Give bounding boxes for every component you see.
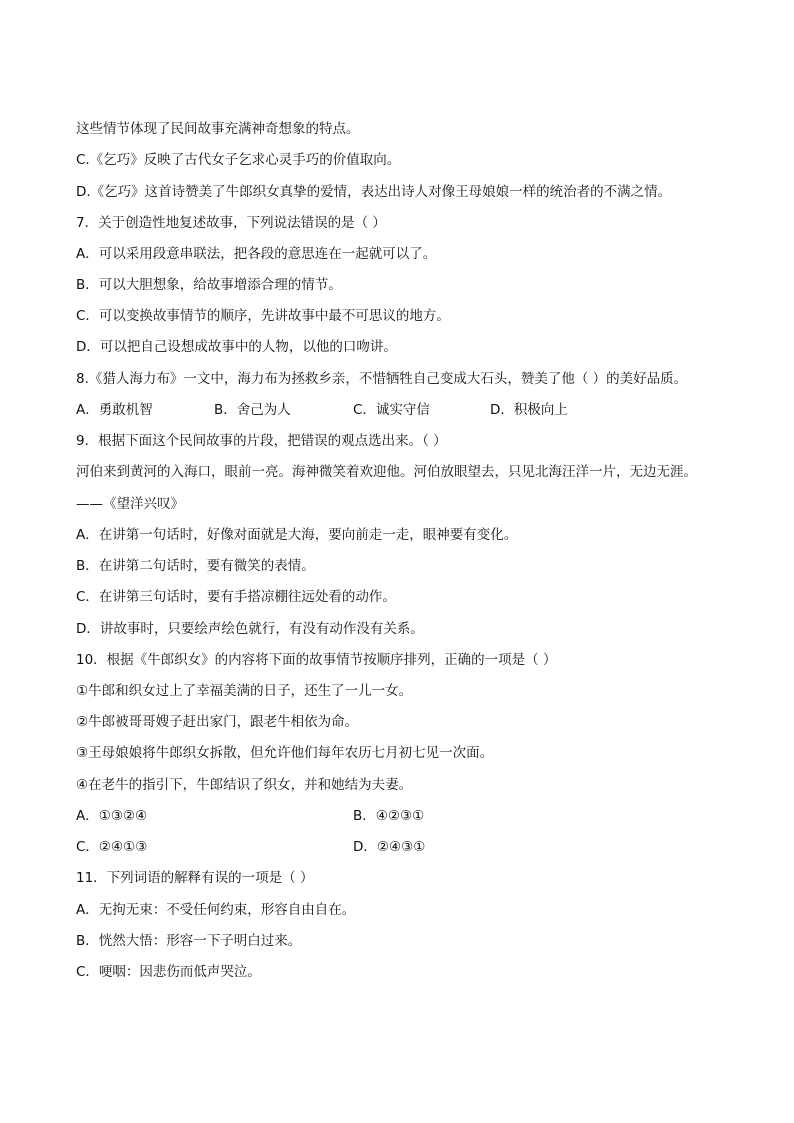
q10-event-1: ①牛郎和织女过上了幸福美满的日子，还生了一儿一女。 [76,683,413,699]
q10-options-row-2 [76,837,736,857]
q7-option-c: C．可以变换故事情节的顺序，先讲故事中最不可思议的地方。 [76,308,450,324]
option-d-line: D.《乞巧》这首诗赞美了牛郎织女真挚的爱情，表达出诗人对像王母娘娘一样的统治者的不满之情。 [76,184,672,200]
option-c-line: C.《乞巧》反映了古代女子乞求心灵手巧的价值取向。 [76,152,401,168]
q11-option-c: C．哽咽：因悲伤而低声哭泣。 [76,964,261,980]
q8-option-c: C．诚实守信 [353,402,430,418]
text-line-1: 这些情节体现了民间故事充满神奇想象的特点。 [76,121,360,137]
question-11: 11．下列词语的解释有误的一项是（ ） [76,870,314,886]
q10-option-b: B．④②③① [353,808,425,824]
q9-option-b: B．在讲第二句话时，要有微笑的表情。 [76,558,315,574]
q11-option-a: A．无拘无束：不受任何约束，形容自由自在。 [76,902,356,918]
q10-event-2: ②牛郎被哥哥嫂子赶出家门，跟老牛相依为命。 [76,714,359,730]
question-9: 9．根据下面这个民间故事的片段，把错误的观点选出来。（ ） [76,433,447,449]
q9-option-c: C．在讲第三句话时，要有手搭凉棚往远处看的动作。 [76,589,396,605]
q10-options-row-1 [76,806,736,826]
q10-option-c: C．②④①③ [76,839,148,855]
q10-option-d: D．②④③① [353,839,426,855]
q11-option-b: B．恍然大悟：形容一下子明白过来。 [76,933,302,949]
q7-option-a: A．可以采用段意串联法，把各段的意思连在一起就可以了。 [76,246,437,262]
q9-passage-source: ——《望洋兴叹》 [76,496,184,512]
question-8: 8.《猎人海力布》一文中，海力布为拯救乡亲，不惜牺牲自己变成大石头，赞美了他（ ）的美好品质。 [76,371,688,387]
q8-option-d: D．积极向上 [490,402,568,418]
q10-option-a: A．①③②④ [76,808,148,824]
q7-option-b: B．可以大胆想象，给故事增添合理的情节。 [76,277,342,293]
q8-options-row [76,400,736,420]
question-10: 10．根据《牛郎织女》的内容将下面的故事情节按顺序排列，正确的一项是（ ） [76,652,557,668]
q9-option-d: D．讲故事时，只要绘声绘色就行，有没有动作没有关系。 [76,621,424,637]
q7-option-d: D．可以把自己设想成故事中的人物，以他的口吻讲。 [76,339,397,355]
q8-option-b: B．舍己为人 [214,402,291,418]
q10-event-3: ③王母娘娘将牛郎织女拆散，但允许他们每年农历七月初七见一次面。 [76,745,494,761]
q8-option-a: A．勇敢机智 [76,402,153,418]
q10-event-4: ④在老牛的指引下，牛郎结识了织女，并和她结为夫妻。 [76,777,413,793]
q9-option-a: A．在讲第一句话时，好像对面就是大海，要向前走一走，眼神要有变化。 [76,527,518,543]
question-7: 7．关于创造性地复述故事，下列说法错误的是（ ） [76,215,386,231]
q9-passage: 河伯来到黄河的入海口，眼前一亮。海神微笑着欢迎他。河伯放眼望去，只见北海汪洋一片，无边无涯。 [76,464,697,480]
